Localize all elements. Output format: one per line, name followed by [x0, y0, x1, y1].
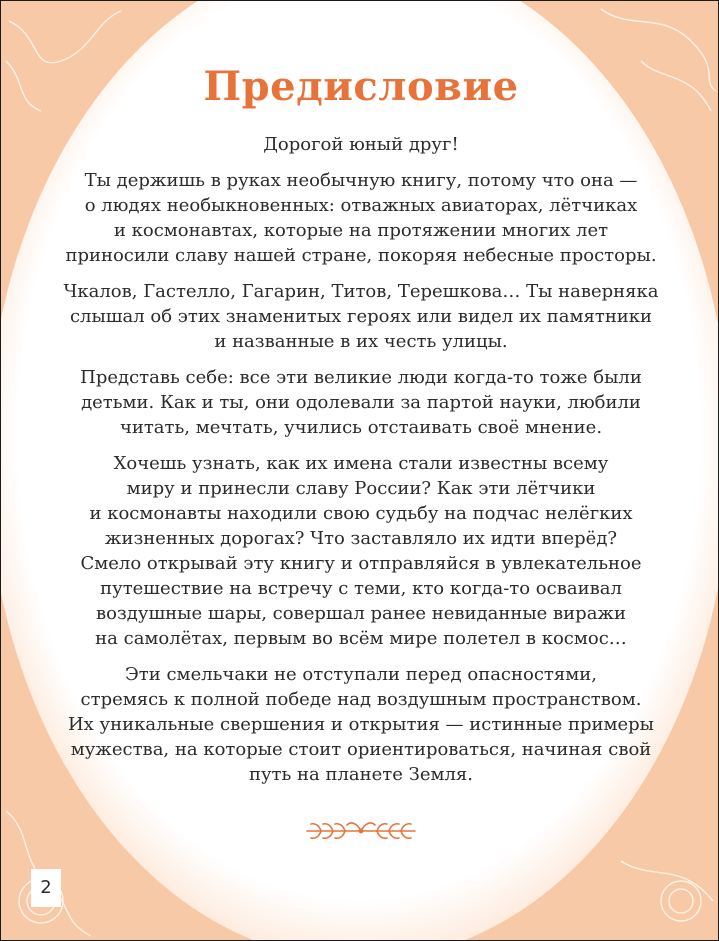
text-line: Их уникальные свершения и открытия — истинные примеры — [67, 714, 655, 735]
text-line: Эти смельчаки не отступали перед опасностями, — [125, 664, 597, 685]
text-line: путешествие на встречу с теми, кто когда-то осваивал — [100, 578, 622, 599]
page-number: 2 — [31, 869, 61, 907]
text-line: Хочешь узнать, как их имена стали известны всему — [113, 453, 609, 474]
text-line: читать, мечтать, учились отстаивать своё мнение. — [119, 417, 603, 438]
paragraph-heroes — [61, 279, 661, 354]
paragraph-intro — [61, 168, 661, 268]
text-line: о людях необыкновенных: отважных авиаторах, лётчиках — [84, 195, 638, 216]
laurel-divider-icon — [301, 817, 421, 845]
text-line: Чкалов, Гастелло, Гагарин, Титов, Терешкова… Ты наверняка — [63, 281, 659, 302]
text-line: на самолётах, первым во всём мире полетел в космос… — [95, 628, 627, 649]
text-line: и космонавтах, которые на протяжении многих лет — [113, 220, 609, 241]
page-content — [61, 1, 661, 787]
text-line: и космонавты находили свою судьбу на подчас нелёгких — [89, 503, 633, 524]
text-line: миру и принесли славу России? Как эти лётчики — [126, 478, 596, 499]
paragraph-courage — [61, 662, 661, 787]
text-line: жизненных дорогах? Что заставляло их идти вперёд? — [104, 528, 618, 549]
text-line: слышал об этих знаменитых героях или видел их памятники — [69, 306, 653, 327]
greeting-line: Дорогой юный друг! — [263, 134, 459, 155]
paragraph-journey — [61, 451, 661, 651]
text-line: приносили славу нашей стране, покоряя небесные просторы. — [65, 245, 657, 266]
text-line: Смело открывай эту книгу и отправляйся в увлекательное — [80, 553, 642, 574]
text-line: путь на планете Земля. — [248, 764, 474, 785]
text-line: мужества, на которые стоит ориентироваться, начиная свой — [70, 739, 652, 760]
text-line: Представь себе: все эти великие люди когда-то тоже были — [80, 367, 642, 388]
text-line: и названные в их честь улицы. — [214, 331, 508, 352]
text-line: детьми. Как и ты, они одолевали за партой науки, любили — [81, 392, 641, 413]
paragraph-childhood — [61, 365, 661, 440]
page-title: Предисловие — [203, 63, 519, 110]
text-line: Ты держишь в руках необычную книгу, потому что она — — [84, 170, 638, 191]
text-line: стремясь к полной победе над воздушным пространством. — [80, 689, 642, 710]
text-line: воздушные шары, совершал ранее невиданные виражи — [95, 603, 626, 624]
